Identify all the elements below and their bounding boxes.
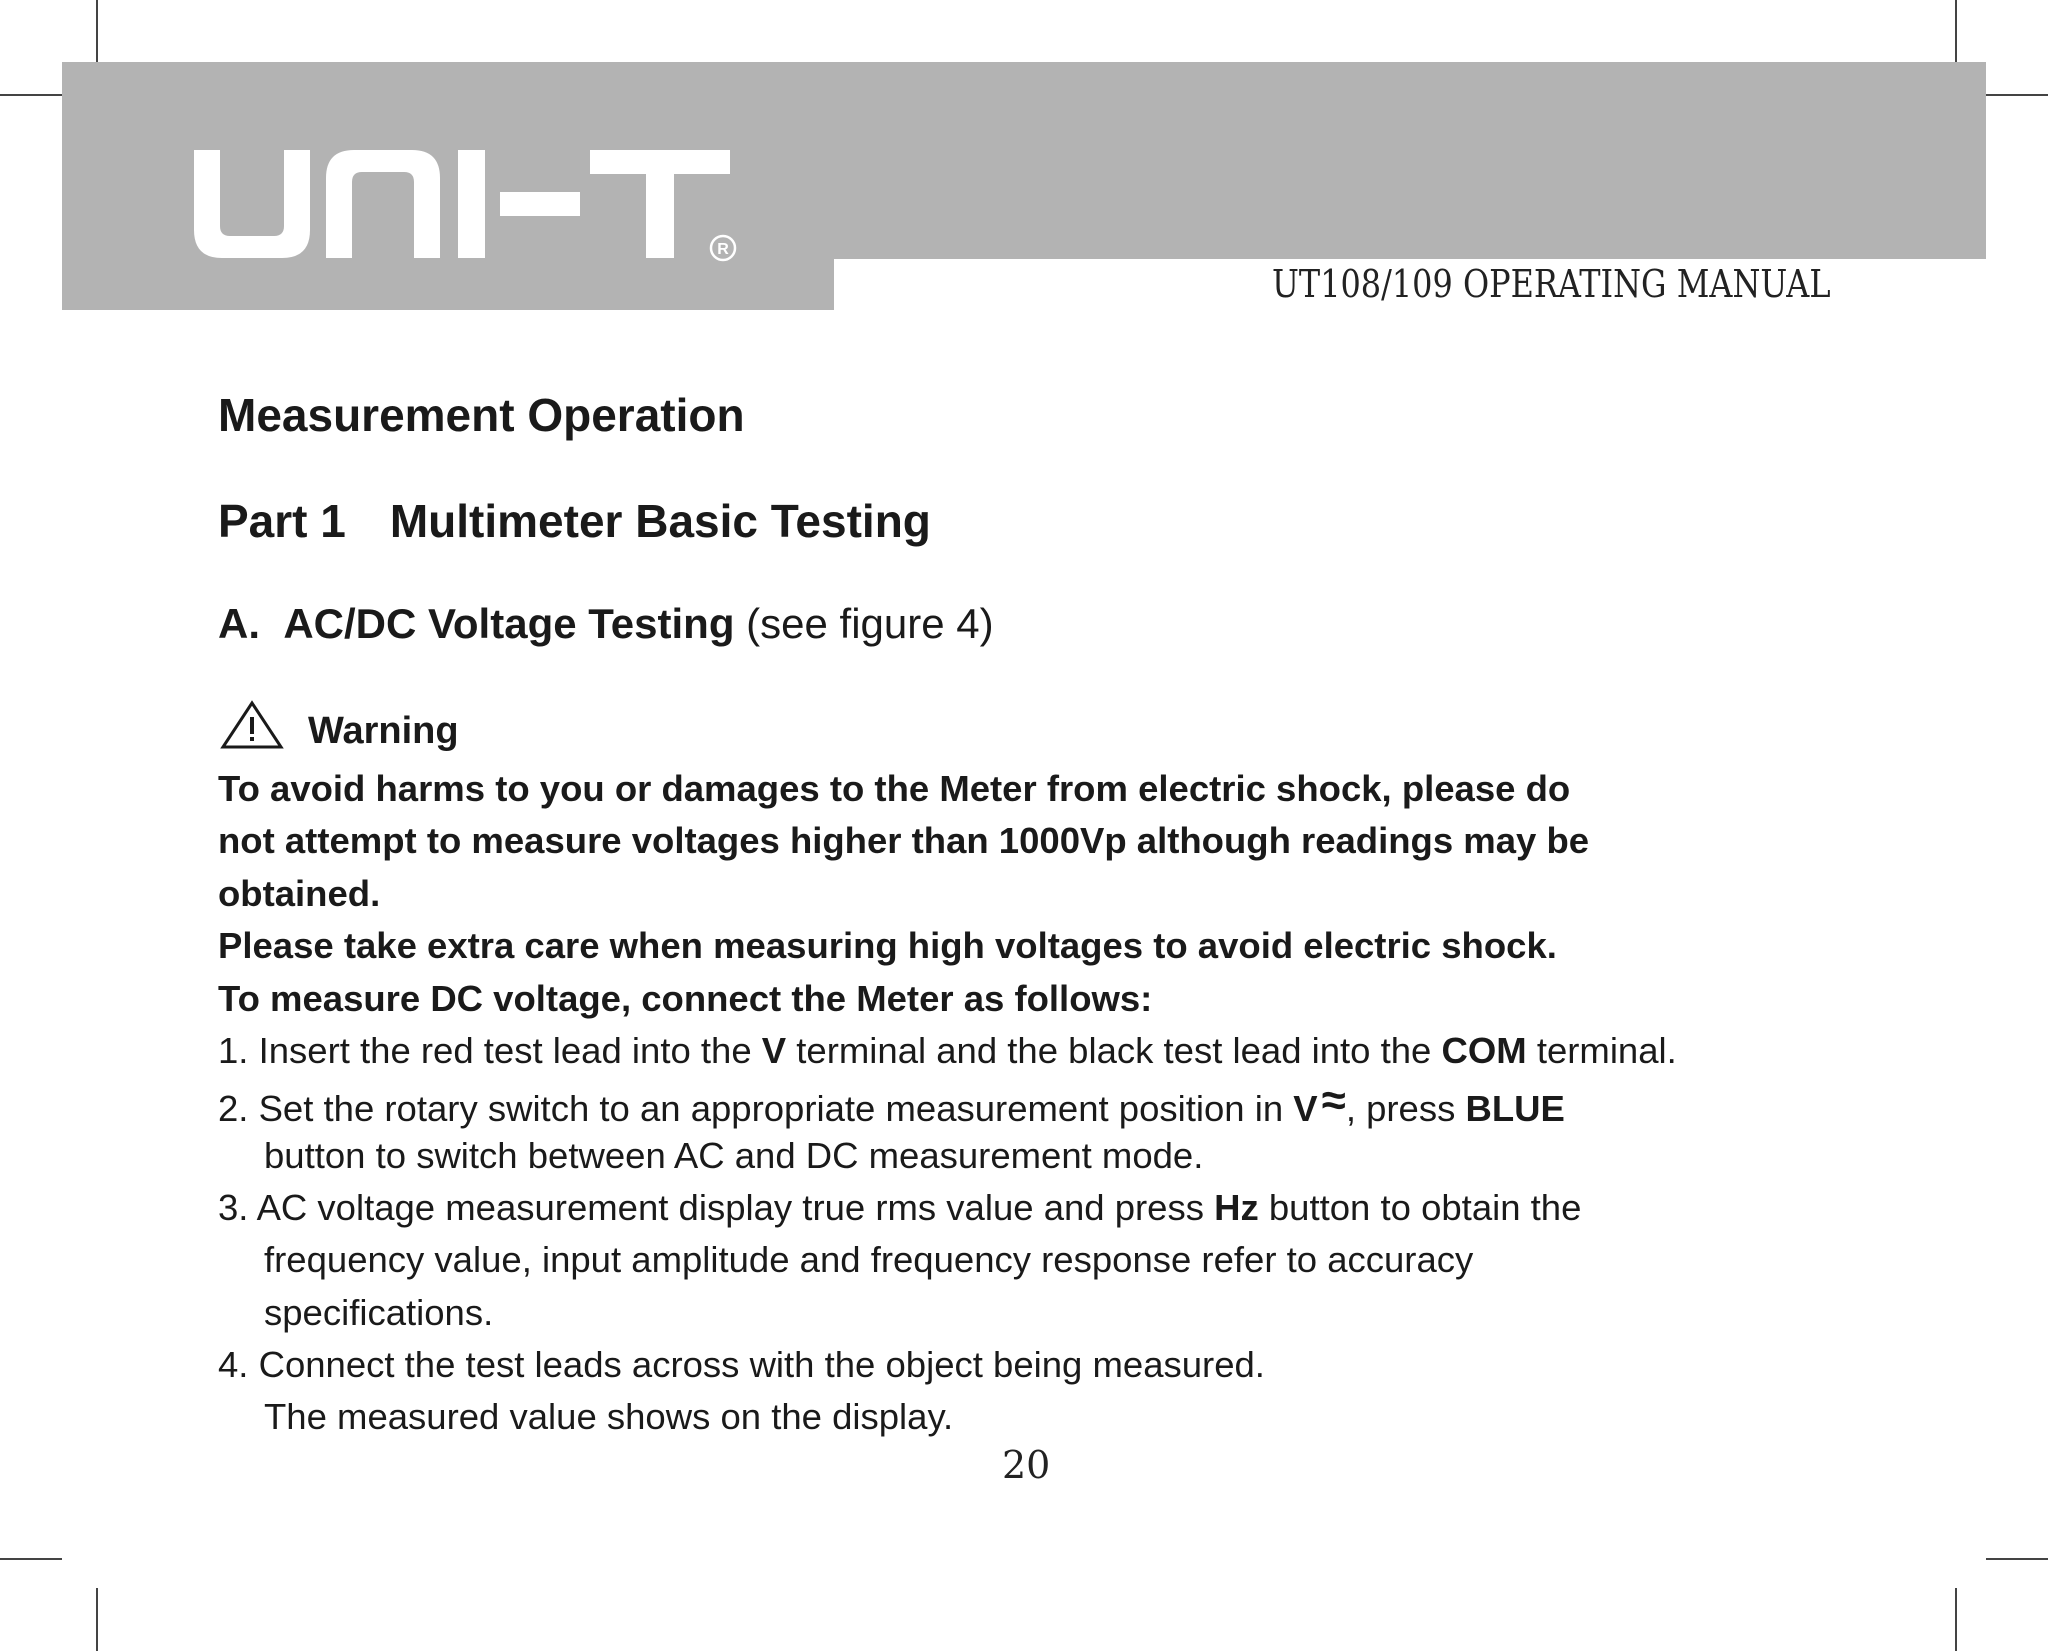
warning-icon [220,700,284,750]
step-4-continued: The measured value shows on the display. [264,1396,954,1437]
part-title: Multimeter Basic Testing [389,495,931,547]
warning-line: not attempt to measure voltages higher than 1000Vp although readings may be [218,820,1590,861]
step-text: 1. Insert the red test lead into the [218,1030,762,1071]
step-text: 2. Set the rotary switch to an appropriate measurement position in [218,1088,1294,1129]
warning-line: Please take extra care when measuring high voltages to avoid electric shock. [218,925,1557,966]
crop-mark [1955,0,1957,62]
svg-text:R: R [717,241,729,258]
subsection-heading [218,600,994,648]
subsection-note: (see figure 4) [746,600,994,647]
crop-mark [0,94,62,96]
step-text: , press [1345,1088,1466,1129]
warning-line: To avoid harms to you or damages to the Meter from electric shock, please do [218,768,1571,809]
step-2-continued: button to switch between AC and DC measurement mode. [264,1135,1204,1176]
ac-dc-symbol-icon: ≈ [1321,1076,1346,1125]
step-2 [218,1076,1565,1129]
step-3 [218,1187,1582,1228]
section-title: Measurement Operation [218,389,745,441]
step-4: 4. Connect the test leads across with the object being measured. [218,1344,1265,1385]
step-text: terminal and the black test lead into the [786,1030,1442,1071]
manual-title: UT108/109 OPERATING MANUAL [1272,262,1831,306]
crop-mark [1955,1588,1957,1651]
step-text: terminal. [1526,1030,1677,1071]
step-text: 3. AC voltage measurement display true rms value and press [218,1187,1215,1228]
step-text: button to obtain the [1258,1187,1582,1228]
step-1 [218,1030,1677,1071]
subsection-letter: A. [218,600,260,647]
crop-mark [0,1558,62,1560]
subsection-title: AC/DC Voltage Testing [283,600,735,647]
part-heading [218,494,931,548]
warning-label: Warning [308,710,459,752]
warning-line: To measure DC voltage, connect the Meter as follows: [218,978,1153,1019]
crop-mark [96,0,98,62]
terminal-com: COM [1441,1030,1527,1071]
warning-line: obtained. [218,873,381,914]
header-tab [62,259,834,310]
v-position: V [1293,1088,1318,1129]
page-number: 20 [1002,1443,1051,1487]
part-number: Part 1 [218,495,346,547]
crop-mark [1986,94,2048,96]
hz-button-label: Hz [1214,1187,1259,1228]
terminal-v: V [761,1030,787,1071]
uni-t-logo [194,150,744,262]
step-3-continued: frequency value, input amplitude and frequency response refer to accuracy [264,1239,1474,1280]
blue-button-label: BLUE [1465,1088,1565,1129]
crop-mark [96,1588,98,1651]
step-3-continued: specifications. [264,1292,494,1333]
crop-mark [1986,1558,2048,1560]
